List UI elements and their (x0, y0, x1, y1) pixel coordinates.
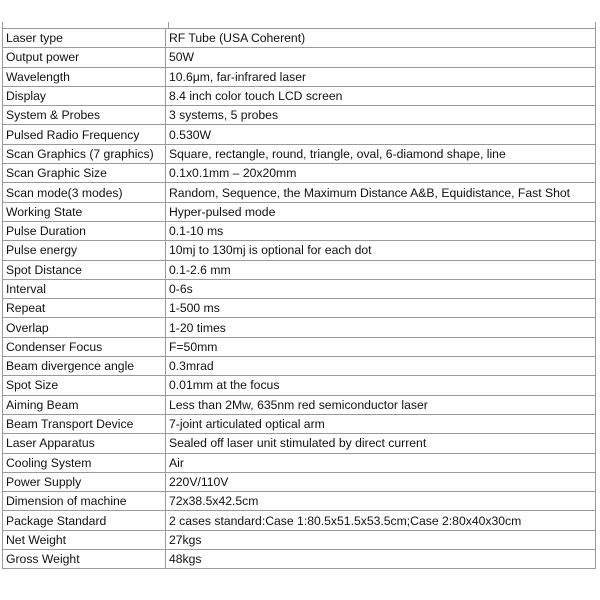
spec-table (2, 28, 596, 569)
parameter-value-cell: Sealed off laser unit stimulated by direct current (166, 434, 596, 453)
parameter-name-cell: Laser Apparatus (3, 434, 166, 453)
parameter-value-cell: 0.530W (166, 125, 596, 144)
parameter-name-cell: Output power (3, 48, 166, 67)
parameter-name-cell: Spot Size (3, 376, 166, 395)
parameter-name-cell: Beam divergence angle (3, 357, 166, 376)
parameter-name-cell: Spot Distance (3, 260, 166, 279)
table-row (3, 106, 596, 125)
parameter-value-cell: 10.6μm, far-infrared laser (166, 67, 596, 86)
parameter-value-cell: 7-joint articulated optical arm (166, 414, 596, 433)
table-row (3, 357, 596, 376)
parameter-name-cell: Overlap (3, 318, 166, 337)
table-row (3, 337, 596, 356)
parameter-value-cell: Random, Sequence, the Maximum Distance A&B, Equidistance, Fast Shot (166, 183, 596, 202)
parameter-value-cell: 8.4 inch color touch LCD screen (166, 86, 596, 105)
parameter-value-cell: 3 systems, 5 probes (166, 106, 596, 125)
parameter-value-cell: 10mj to 130mj is optional for each dot (166, 241, 596, 260)
parameter-name-cell: Laser type (3, 29, 166, 48)
parameter-value-cell: Hyper-pulsed mode (166, 202, 596, 221)
parameter-name-cell: Condenser Focus (3, 337, 166, 356)
table-row (3, 279, 596, 298)
parameter-value-cell: 0-6s (166, 279, 596, 298)
parameter-name-cell: Aiming Beam (3, 395, 166, 414)
parameter-value-cell: Square, rectangle, round, triangle, oval, 6-diamond shape, line (166, 144, 596, 163)
parameter-value-cell: 0.1-2.6 mm (166, 260, 596, 279)
table-row (3, 29, 596, 48)
table-row (3, 472, 596, 491)
table-row (3, 260, 596, 279)
table-row (3, 414, 596, 433)
table-row (3, 511, 596, 530)
parameter-name-cell: Package Standard (3, 511, 166, 530)
parameter-name-cell: Scan mode(3 modes) (3, 183, 166, 202)
table-row (3, 86, 596, 105)
table-row (3, 453, 596, 472)
parameter-name-cell: Interval (3, 279, 166, 298)
parameter-name-cell: Gross Weight (3, 550, 166, 569)
table-row (3, 395, 596, 414)
table-row (3, 125, 596, 144)
table-row (3, 221, 596, 240)
table-row (3, 530, 596, 549)
parameter-value-cell: 0.01mm at the focus (166, 376, 596, 395)
parameter-value-cell: 0.1x0.1mm – 20x20mm (166, 164, 596, 183)
parameter-value-cell: 0.1-10 ms (166, 221, 596, 240)
table-row (3, 183, 596, 202)
parameter-name-cell: Pulse energy (3, 241, 166, 260)
table-row (3, 241, 596, 260)
table-row (3, 318, 596, 337)
table-row (3, 492, 596, 511)
parameter-name-cell: Wavelength (3, 67, 166, 86)
table-row (3, 144, 596, 163)
parameter-value-cell: Less than 2Mw, 635nm red semiconductor laser (166, 395, 596, 414)
table-row (3, 48, 596, 67)
parameter-value-cell: 1-20 times (166, 318, 596, 337)
parameter-name-cell: Dimension of machine (3, 492, 166, 511)
parameter-value-cell: 2 cases standard:Case 1:80.5x51.5x53.5cm;Case 2:80x40x30cm (166, 511, 596, 530)
parameter-value-cell: 27kgs (166, 530, 596, 549)
table-row (3, 550, 596, 569)
table-row (3, 164, 596, 183)
parameter-value-cell: 72x38.5x42.5cm (166, 492, 596, 511)
parameter-name-cell: Repeat (3, 299, 166, 318)
parameter-name-cell: Net Weight (3, 530, 166, 549)
parameter-name-cell: Pulsed Radio Frequency (3, 125, 166, 144)
parameter-value-cell: 50W (166, 48, 596, 67)
parameter-value-cell: F=50mm (166, 337, 596, 356)
spec-table-body (3, 29, 596, 569)
table-row (3, 434, 596, 453)
parameter-name-cell: Beam Transport Device (3, 414, 166, 433)
parameter-name-cell: Display (3, 86, 166, 105)
parameter-value-cell: RF Tube (USA Coherent) (166, 29, 596, 48)
table-row (3, 299, 596, 318)
parameter-name-cell: Working State (3, 202, 166, 221)
parameter-value-cell: 220V/110V (166, 472, 596, 491)
parameter-value-cell: 0.3mrad (166, 357, 596, 376)
parameter-name-cell: Power Supply (3, 472, 166, 491)
parameter-name-cell: System & Probes (3, 106, 166, 125)
parameter-name-cell: Scan Graphics (7 graphics) (3, 144, 166, 163)
table-row (3, 67, 596, 86)
parameter-value-cell: 48kgs (166, 550, 596, 569)
table-row (3, 376, 596, 395)
table-row (3, 202, 596, 221)
parameter-name-cell: Scan Graphic Size (3, 164, 166, 183)
parameter-value-cell: 1-500 ms (166, 299, 596, 318)
parameter-name-cell: Pulse Duration (3, 221, 166, 240)
parameter-value-cell: Air (166, 453, 596, 472)
parameter-name-cell: Cooling System (3, 453, 166, 472)
